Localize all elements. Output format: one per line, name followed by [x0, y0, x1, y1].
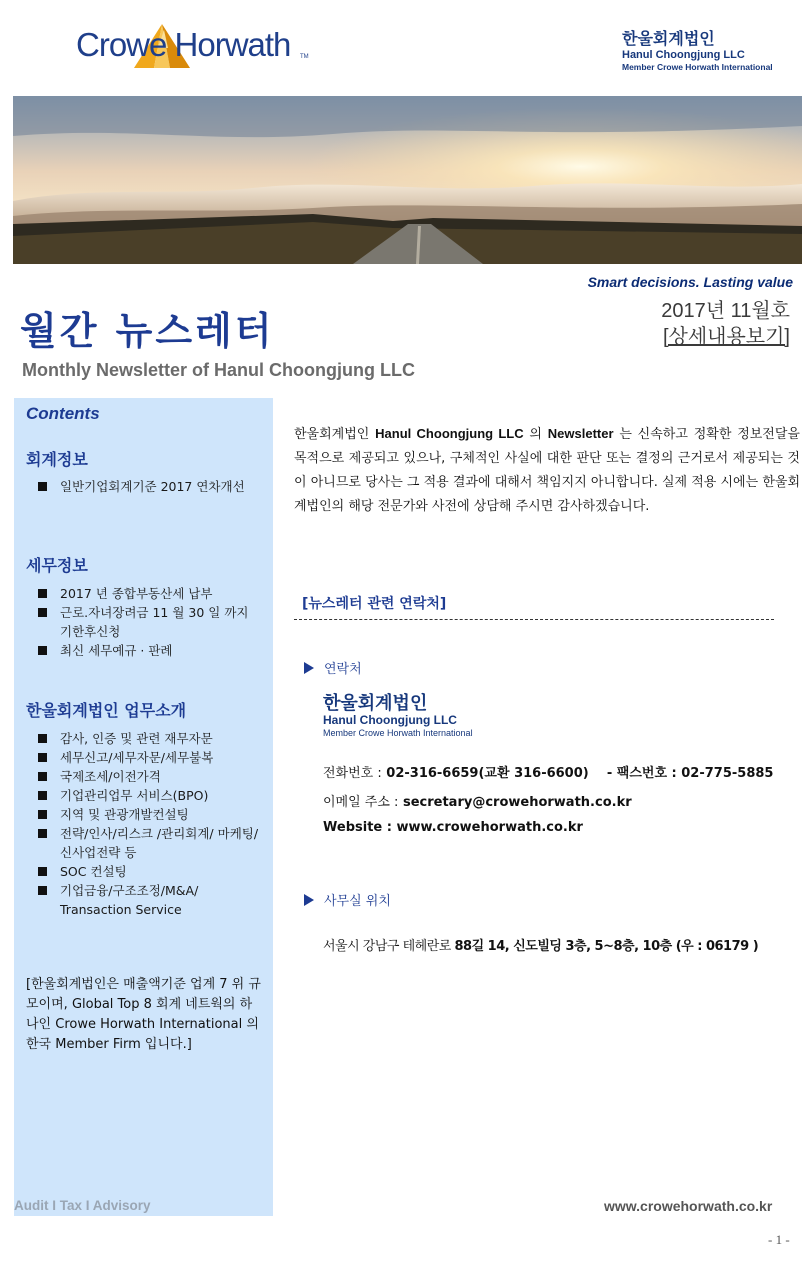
- slogan: Smart decisions. Lasting value: [587, 274, 793, 290]
- contents-label: Contents: [26, 404, 100, 423]
- list-item[interactable]: 국제조세/이전가격: [38, 767, 260, 786]
- list-item[interactable]: 2017 년 종합부동산세 납부: [38, 584, 260, 603]
- list-item[interactable]: 감사, 인증 및 관련 재무자문: [38, 729, 260, 748]
- accounting-list: [38, 477, 260, 496]
- website-line: Website : www.crowehorwath.co.kr: [323, 820, 583, 835]
- triangle-right-icon: [304, 662, 314, 674]
- services-footer: Audit I Tax I Advisory: [14, 1198, 151, 1213]
- issue-date: 2017년 11월호: [661, 300, 790, 322]
- logo-trademark: TM: [300, 54, 309, 60]
- page-number: - 1 -: [768, 1232, 790, 1247]
- list-item[interactable]: 최신 세무예규 · 판례: [38, 641, 260, 660]
- square-bullet-icon: [38, 791, 47, 800]
- services-list: [38, 729, 260, 919]
- section-title-services: 한울회계법인 업무소개: [26, 701, 187, 720]
- list-item[interactable]: 지역 및 관광개발컨설팅: [38, 805, 260, 824]
- email-line: 이메일 주소 : secretary@crowehorwath.co.kr: [323, 795, 632, 810]
- tax-list: [38, 584, 260, 660]
- square-bullet-icon: [38, 829, 47, 838]
- square-bullet-icon: [38, 482, 47, 491]
- list-item[interactable]: 기업금융/구조조정/M&A/ Transaction Service: [38, 881, 260, 919]
- firm-name-en: Hanul Choongjung LLC: [323, 713, 457, 727]
- square-bullet-icon: [38, 589, 47, 598]
- details-link[interactable]: [상세내용보기]: [662, 326, 790, 348]
- phone-number[interactable]: 02-316-6659(교환 316-6600): [386, 766, 589, 781]
- footer-website-link[interactable]: www.crowehorwath.co.kr: [604, 1198, 773, 1214]
- firm-header: [622, 31, 802, 73]
- firm-name-ko: 한울회계법인: [622, 31, 715, 48]
- phone-line: 전화번호 : 02-316-6659(교환 316-6600) - 팩스번호 : 02-775-5885: [323, 766, 774, 781]
- office-address: 서울시 강남구 테헤란로 88길 14, 신도빌딩 3층, 5~8층, 10층 (우 : 06179 ): [323, 939, 759, 954]
- square-bullet-icon: [38, 886, 47, 895]
- firm-name-en: Hanul Choongjung LLC: [622, 49, 745, 61]
- list-item[interactable]: 전략/인사/리스크 /관리회계/ 마케팅/신사업전략 등: [38, 824, 260, 862]
- website-link[interactable]: www.crowehorwath.co.kr: [396, 820, 583, 835]
- list-item[interactable]: 기업관리업무 서비스(BPO): [38, 786, 260, 805]
- intro-paragraph: 한울회계법인 Hanul Choongjung LLC 의 Newsletter 는 신속하고 정확한 정보전달을 목적으로 제공되고 있으나, 구체적인 사실에 대한 판단 또는 결정의 근거로서 제공되는 것이 아니므로 당사는 그 적용 결과에 대해서 책임지지 아니합니다. 실제 적용 시에는 한울회계법인의 해당 전문가와 사전에 상담해 주시면 감사하겠습니다.: [294, 426, 800, 514]
- firm-name-ko: 한울회계법인: [323, 693, 428, 713]
- list-item[interactable]: 일반기업회계기준 2017 연차개선: [38, 477, 260, 496]
- section-title-accounting: 회계정보: [26, 450, 88, 469]
- contact-section-label: 연락처: [304, 658, 362, 677]
- firm-member: Member Crowe Horwath International: [622, 62, 773, 72]
- dashed-divider: [294, 619, 774, 620]
- square-bullet-icon: [38, 646, 47, 655]
- office-section-label: 사무실 위치: [304, 890, 391, 909]
- list-item[interactable]: 세무신고/세무자문/세무불복: [38, 748, 260, 767]
- list-item[interactable]: 근로.자녀장려금 11 월 30 일 까지 기한후신청: [38, 603, 260, 641]
- list-item[interactable]: SOC 컨설팅: [38, 862, 260, 881]
- square-bullet-icon: [38, 810, 47, 819]
- logo-text: Crowe Horwath: [76, 26, 291, 63]
- section-title-tax: 세무정보: [26, 556, 88, 575]
- banner-landscape-image: [13, 96, 802, 264]
- square-bullet-icon: [38, 772, 47, 781]
- contact-heading: [뉴스레터 관련 연락처]: [302, 596, 447, 612]
- square-bullet-icon: [38, 608, 47, 617]
- newsletter-subtitle: Monthly Newsletter of Hanul Choongjung LLC: [22, 360, 415, 380]
- issue-info: [600, 298, 790, 350]
- email-link[interactable]: secretary@crowehorwath.co.kr: [402, 795, 632, 810]
- triangle-right-icon: [304, 894, 314, 906]
- fax-number: 02-775-5885: [681, 766, 774, 781]
- firm-logo-block: [323, 693, 523, 739]
- square-bullet-icon: [38, 867, 47, 876]
- firm-note: [한울회계법인은 매출액기준 업계 7 위 규모이며, Global Top 8 회계 네트웍의 하나인 Crowe Horwath International 의 한국 Member Firm 입니다.]: [26, 977, 261, 1052]
- square-bullet-icon: [38, 753, 47, 762]
- square-bullet-icon: [38, 734, 47, 743]
- firm-member: Member Crowe Horwath International: [323, 728, 473, 738]
- newsletter-title: 월간 뉴스레터: [20, 309, 275, 353]
